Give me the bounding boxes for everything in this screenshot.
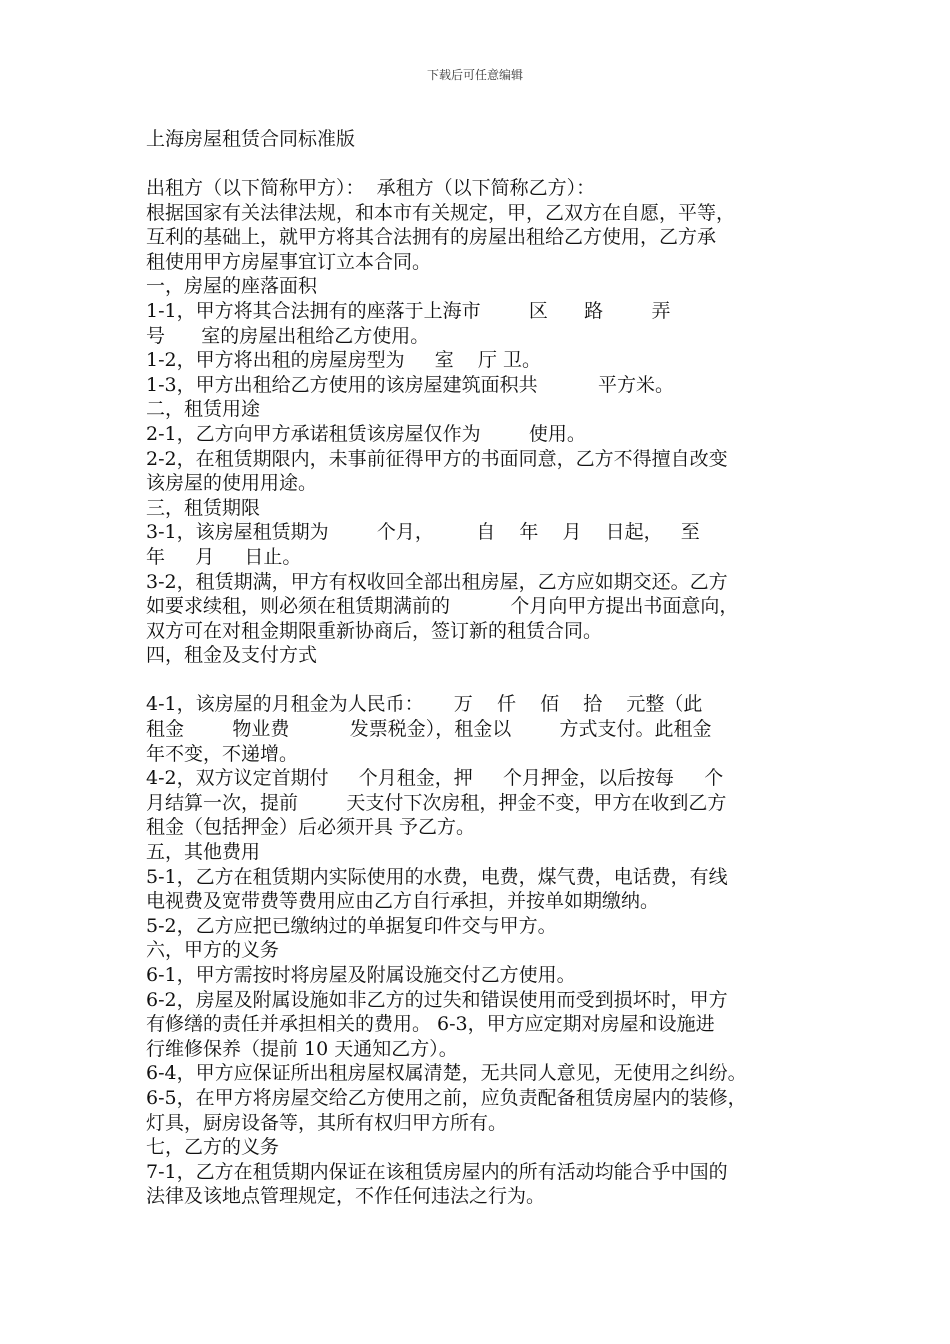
- body-line: 2-1，乙方向甲方承诺租赁该房屋仅作为 使用。: [146, 422, 586, 445]
- body-line: 6-1，甲方需按时将房屋及附属设施交付乙方使用。: [146, 964, 576, 986]
- body-line: 2-2，在租赁期限内，未事前征得甲方的书面同意，乙方不得擅自改变: [146, 447, 728, 470]
- body-line: 出租方（以下简称甲方）： 承租方（以下简称乙方）：: [146, 177, 596, 199]
- body-line: 灯具，厨房设备等，其所有权归甲方所有。: [146, 1111, 508, 1134]
- section-heading: 二，租赁用途: [146, 398, 261, 421]
- body-line: 年 月 日止。: [146, 545, 302, 568]
- body-line: 6-4，甲方应保证所出租房屋权属清楚，无共同人意见，无使用之纠纷。: [146, 1062, 747, 1085]
- body-line: 行维修保养（提前 10 天通知乙方）。: [146, 1037, 458, 1060]
- section-heading: 七，乙方的义务: [146, 1136, 280, 1159]
- body-line: 5-2，乙方应把已缴纳过的单据复印件交与甲方。: [146, 914, 557, 937]
- header-note: 下载后可任意编辑: [426, 68, 523, 82]
- body-line: 电视费及宽带费等费用应由乙方自行承担，并按单如期缴纳。: [146, 890, 660, 913]
- section-heading: 四，租金及支付方式: [146, 644, 318, 667]
- body-line: 3-2，租赁期满，甲方有权收回全部出租房屋，乙方应如期交还。乙方: [146, 570, 728, 593]
- body-line: 1-3，甲方出租给乙方使用的该房屋建筑面积共 平方米。: [146, 373, 674, 396]
- body-line: 租使用甲方房屋事宜订立本合同。: [146, 250, 432, 273]
- body-line: 5-1，乙方在租赁期内实际使用的水费，电费，煤气费，电话费，有线: [146, 865, 728, 888]
- body-line: 月结算一次，提前 天支付下次房租，押金不变，甲方在收到乙方: [146, 791, 727, 814]
- blank-line: [146, 668, 836, 693]
- document-title: 上海房屋租赁合同标准版: [146, 128, 356, 150]
- body-line: 6-2，房屋及附属设施如非乙方的过失和错误使用而受到损坏时，甲方: [146, 988, 728, 1011]
- body-line: 该房屋的使用用途。: [146, 472, 318, 495]
- section-heading: 三，租赁期限: [146, 496, 261, 519]
- body-line: 法律及该地点管理规定，不作任何违法之行为。: [146, 1185, 546, 1208]
- body-line: 1-1，甲方将其合法拥有的座落于上海市 区 路 弄: [146, 299, 671, 322]
- body-line: 3-1，该房屋租赁期为 个月， 自 年 月 日起， 至: [146, 521, 700, 544]
- document-body: [146, 176, 836, 1209]
- body-line: 4-2，双方议定首期付 个月租金，押 个月押金，以后按每 个: [146, 767, 724, 790]
- body-line: 年不变，不递增。: [146, 742, 299, 765]
- body-line: 1-2，甲方将出租的房屋房型为 室 厅 卫。: [146, 349, 541, 372]
- body-line: 根据国家有关法律法规，和本市有关规定，甲，乙双方在自愿，平等，: [146, 201, 736, 224]
- body-line: 7-1，乙方在租赁期内保证在该租赁房屋内的所有活动均能合乎中国的: [146, 1160, 728, 1183]
- section-heading: 六，甲方的义务: [146, 939, 280, 962]
- body-line: 如要求续租，则必须在租赁期满前的 个月向甲方提出书面意向，: [146, 595, 739, 618]
- section-heading: 五，其他费用: [146, 841, 261, 864]
- body-line: 号 室的房屋出租给乙方使用。: [146, 324, 430, 347]
- body-line: 互利的基础上，就甲方将其合法拥有的房屋出租给乙方使用，乙方承: [146, 226, 717, 249]
- section-heading: 一，房屋的座落面积: [146, 275, 318, 298]
- body-line: 有修缮的责任并承担相关的费用。 6-3，甲方应定期对房屋和设施进: [146, 1013, 715, 1036]
- body-line: 租金 物业费 发票税金），租金以 方式支付。此租金: [146, 718, 712, 741]
- body-line: 4-1，该房屋的月租金为人民币： 万 仟 佰 拾 元整（此: [146, 693, 703, 716]
- body-line: 双方可在对租金期限重新协商后，签订新的租赁合同。: [146, 619, 603, 642]
- body-line: 租金（包括押金）后必须开具 予乙方。: [146, 816, 476, 839]
- body-line: 6-5，在甲方将房屋交给乙方使用之前，应负责配备租赁房屋内的装修，: [146, 1086, 747, 1109]
